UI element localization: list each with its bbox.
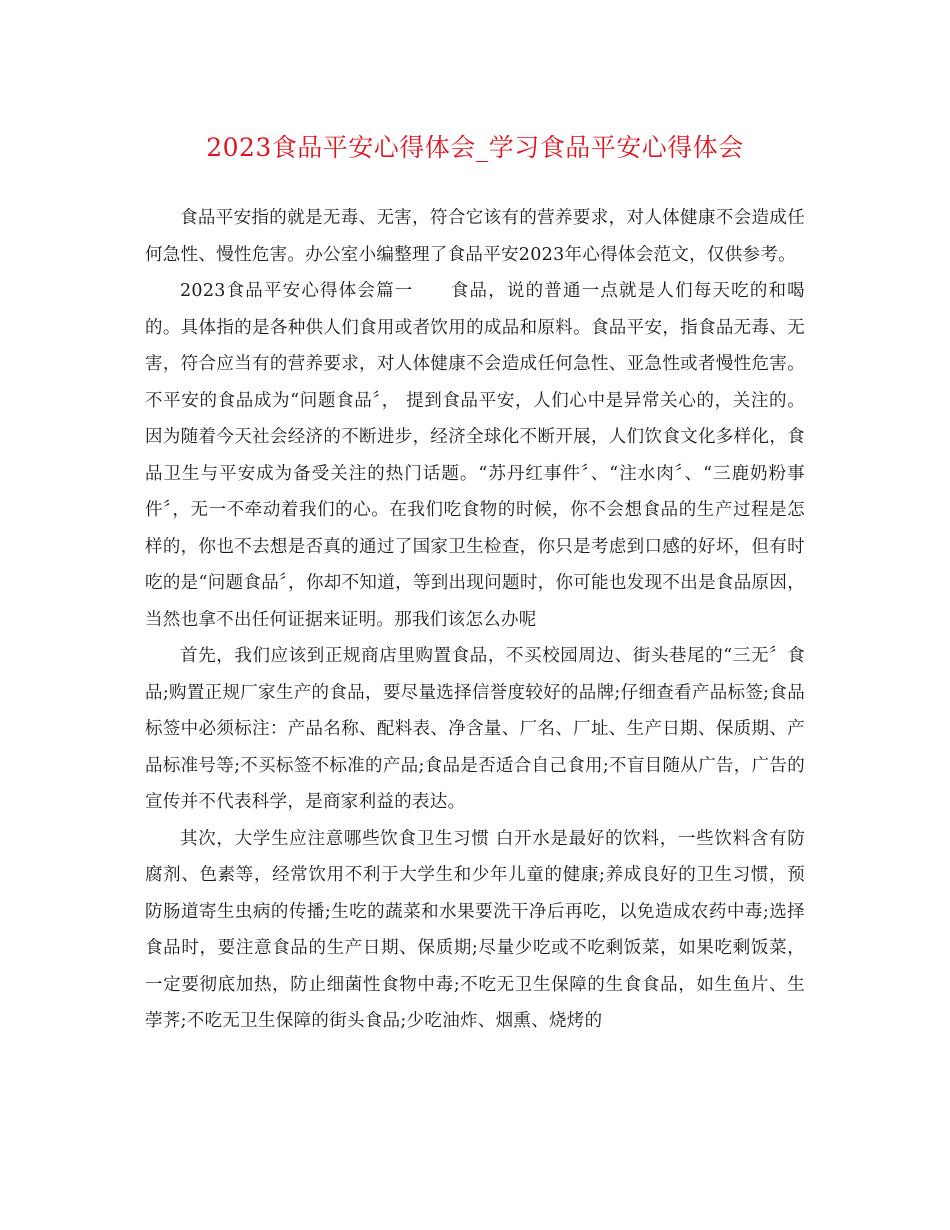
document-body <box>145 200 805 1040</box>
paragraph-intro: 食品平安指的就是无毒、无害，符合它该有的营养要求，对人体健康不会造成任何急性、慢性危害。办公室小编整理了食品平安2023年心得体会范文，仅供参考。 <box>145 208 805 265</box>
paragraph-second-advice: 其次，大学生应注意哪些饮食卫生习惯 白开水是最好的饮料，一些饮料含有防腐剂、色素等，经常饮用不利于大学生和少年儿童的健康;养成良好的卫生习惯，预防肠道寄生虫病的传播;生吃的蔬菜和水果要洗干净后再吃，以免造成农药中毒;选择食品时，要注意食品的生产日期、保质期;尽量少吃或不吃剩饭菜，如果吃剩饭菜，一定要彻底加热，防止细菌性食物中毒;不吃无卫生保障的生食食品，如生鱼片、生荸荠;不吃无卫生保障的街头食品;少吃油炸、烟熏、烧烤的 <box>145 828 805 1031</box>
paragraph-part-one: 2023食品平安心得体会篇一 食品，说的普通一点就是人们每天吃的和喝的。具体指的是各种供人们食用或者饮用的成品和原料。食品平安，指食品无毒、无害，符合应当有的营养要求，对人体健康不会造成任何急性、亚急性或者慢性危害。不平安的食品成为“问题食品〞， 提到食品平安，人们心中是异常关心的，关注的。因为随着今天社会经济的不断进步，经济全球化不断开展，人们饮食文化多样化，食品卫生与平安成为备受关注的热门话题。“苏丹红事件〞、“注水肉〞、“三鹿奶粉事件〞，无一不牵动着我们的心。在我们吃食物的时候，你不会想食品的生产过程是怎样的，你也不去想是否真的通过了国家卫生检查，你只是考虑到口感的好坏，但有时吃的是“问题食品〞，你却不知道，等到出现问题时，你可能也发现不出是食品原因，当然也拿不出任何证据来证明。那我们该怎么办呢 <box>145 281 805 630</box>
document-title: 2023食品平安心得体会_学习食品平安心得体会 <box>206 133 744 162</box>
paragraph-first-advice: 首先，我们应该到正规商店里购置食品，不买校园周边、街头巷尾的“三无〞食品;购置正规厂家生产的食品，要尽量选择信誉度较好的品牌;仔细查看产品标签;食品标签中必须标注：产品名称、配料表、净含量、厂名、厂址、生产日期、保质期、产品标准号等;不买标签不标准的产品;食品是否适合自己食用;不盲目随从广告，广告的宣传并不代表科学，是商家利益的表达。 <box>145 646 805 812</box>
